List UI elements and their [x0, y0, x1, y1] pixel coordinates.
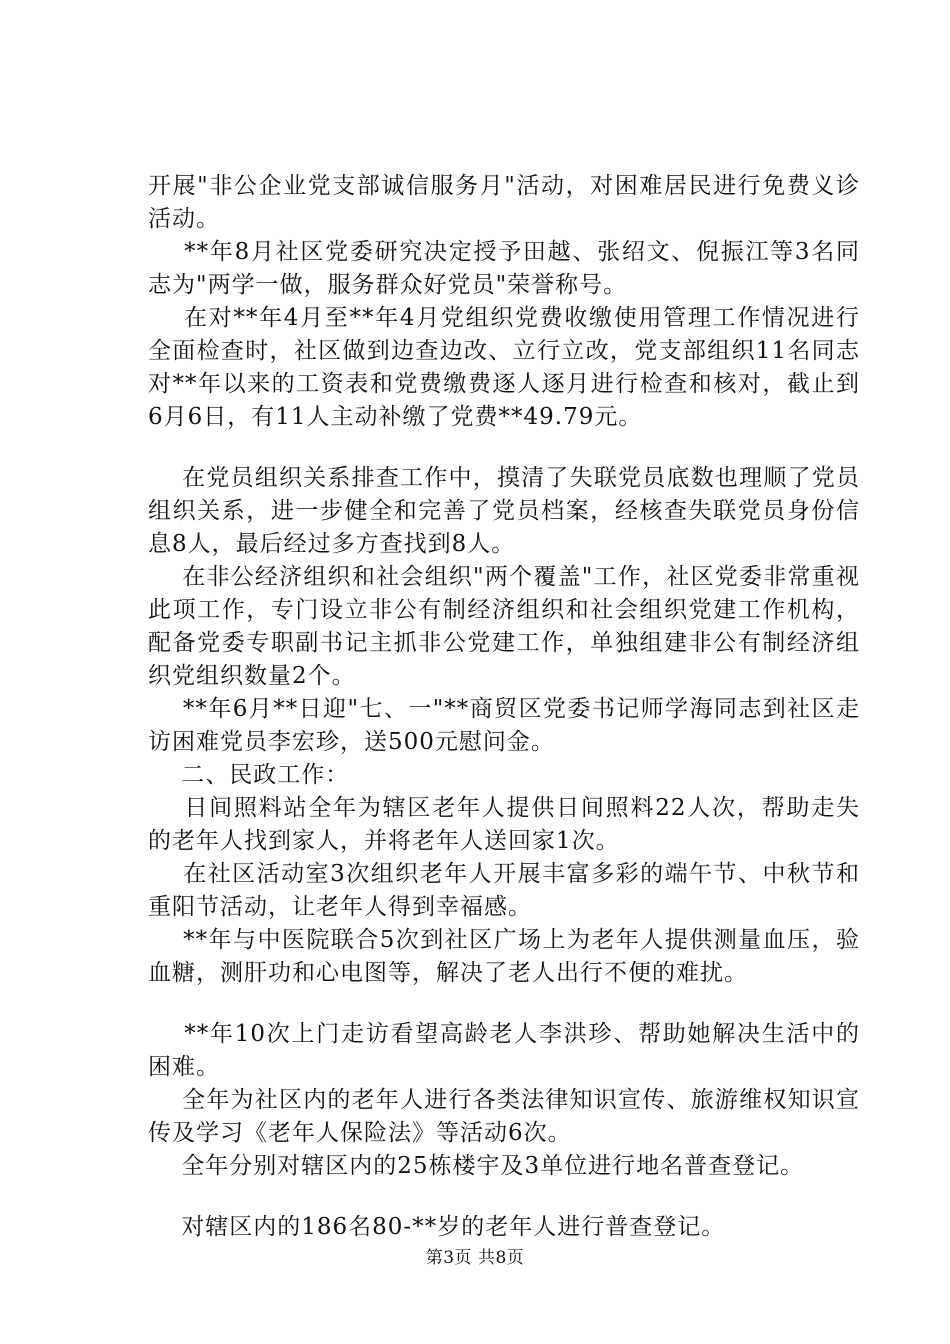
section-heading: 二、民政工作：: [148, 762, 350, 788]
paragraph: **年与中医院联合5次到社区广场上为老年人提供测量血压，验血糖，测肝功和心电图等，解决了老人出行不便的难扰。: [148, 927, 861, 986]
paragraph: 日间照料站全年为辖区老年人提供日间照料22人次，帮助走失的老年人找到家人，并将老年人送回家1次。: [148, 795, 860, 854]
paragraph: **年10次上门走访看望高龄老人李洪珍、帮助她解决生活中的困难。: [148, 1021, 860, 1080]
paragraph: 全年为社区内的老年人进行各类法律知识宣传、旅游维权知识宣传及学习《老年人保险法》等活动6次。: [148, 1087, 861, 1146]
paragraph: 开展"非公企业党支部诚信服务月"活动，对困难居民进行免费义诊活动。: [148, 173, 860, 232]
paragraph: 在党员组织关系排查工作中，摸清了失联党员底数也理顺了党员组织关系，进一步健全和完善了党员档案，经核查失联党员身份信息8人，最后经过多方查找到8人。: [148, 465, 861, 557]
document-body: [148, 170, 860, 1244]
paragraph: 在社区活动室3次组织老年人开展丰富多彩的端午节、中秋节和重阳节活动，让老年人得到幸福感。: [148, 861, 860, 920]
paragraph-gap: [148, 434, 860, 462]
paragraph: **年6月**日迎"七、一"**商贸区党委书记师学海同志到社区走访困难党员李宏珍，送500元慰问金。: [148, 696, 860, 755]
paragraph: 全年分别对辖区内的25栋楼宇及3单位进行地名普查登记。: [148, 1153, 805, 1179]
paragraph-gap: [148, 1183, 860, 1211]
paragraph: 对辖区内的186名80-**岁的老年人进行普查登记。: [148, 1214, 726, 1240]
page-number-footer: 第3页 共8页: [425, 1248, 525, 1268]
paragraph: **年8月社区党委研究决定授予田越、张绍文、倪振江等3名同志为"两学一做，服务群众好党员"荣誉称号。: [148, 239, 860, 298]
paragraph-gap: [148, 990, 860, 1018]
paragraph: 在非公经济组织和社会组织"两个覆盖"工作，社区党委非常重视此项工作，专门设立非公有制经济组织和社会组织党建工作机构，配备党委专职副书记主抓非公党建工作，单独组建非公有制经济组织党组织数量2个。: [148, 564, 860, 689]
paragraph: 在对**年4月至**年4月党组织党费收缴使用管理工作情况进行全面检查时，社区做到边查边改、立行立改，党支部组织11名同志对**年以来的工资表和党费缴费逐人逐月进行检查和核对，截止到6月6日，有11人主动补缴了党费**49.79元。: [148, 305, 860, 430]
